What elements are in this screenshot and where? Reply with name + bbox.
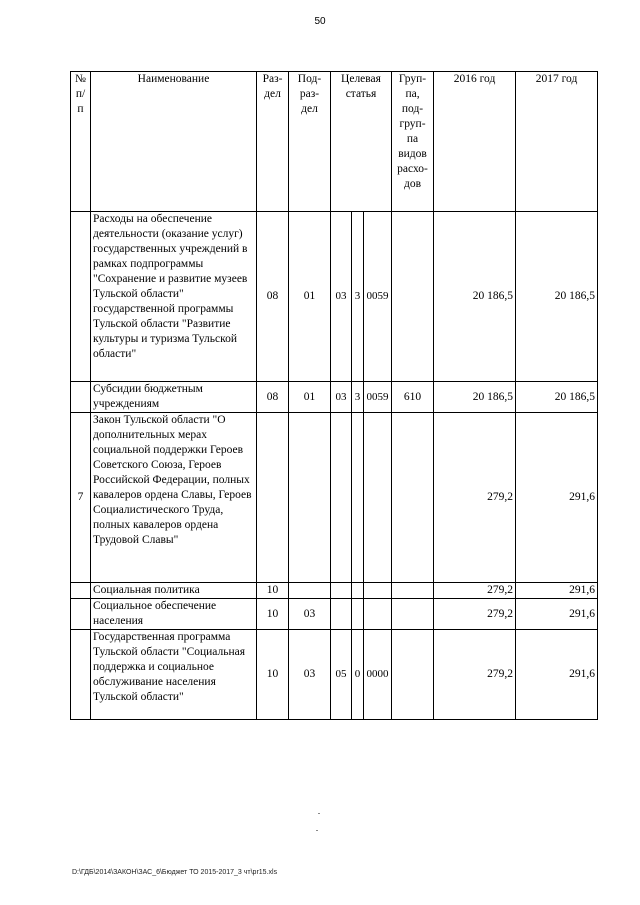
row-2016: 279,2 xyxy=(434,413,516,583)
row-podrazdel: 03 xyxy=(289,630,331,720)
row-target-3 xyxy=(364,599,392,630)
row-name: Закон Тульской области "О дополнительных мерах социальной поддержки Героев Советского Союза, Героев Российской Федерации, полных кавалеров ордена Славы, Героев Социалистического Труда, полных кавалеров ордена Трудовой Славы" xyxy=(91,413,257,583)
row-2016: 20 186,5 xyxy=(434,382,516,413)
row-podrazdel: 01 xyxy=(289,212,331,382)
row-target-3 xyxy=(364,413,392,583)
row-group: 610 xyxy=(392,382,434,413)
row-podrazdel: 01 xyxy=(289,382,331,413)
row-no xyxy=(71,382,91,413)
table-row xyxy=(71,630,598,720)
row-razdel: 10 xyxy=(257,599,289,630)
table-row xyxy=(71,413,598,583)
row-group xyxy=(392,583,434,599)
row-target-3: 0059 xyxy=(364,212,392,382)
row-no xyxy=(71,630,91,720)
row-2016: 279,2 xyxy=(434,630,516,720)
row-razdel xyxy=(257,413,289,583)
row-target-2: 0 xyxy=(352,630,364,720)
row-2017: 291,6 xyxy=(516,630,598,720)
row-2017: 20 186,5 xyxy=(516,212,598,382)
footer-file-path: D:\ГДБ\2014\ЗАКОН\ЗАС_6\Бюджет ТО 2015-2017_3 чт\pr15.xls xyxy=(72,869,278,876)
row-name: Государственная программа Тульской области "Социальная поддержка и социальное обслуживание населения Тульской области" xyxy=(91,630,257,720)
row-target-1: 03 xyxy=(331,382,352,413)
row-2017: 20 186,5 xyxy=(516,382,598,413)
row-target-2 xyxy=(352,599,364,630)
row-name: Социальная политика xyxy=(91,583,257,599)
row-target-1 xyxy=(331,413,352,583)
header-2017: 2017 год xyxy=(516,72,598,212)
row-razdel: 08 xyxy=(257,382,289,413)
row-2017: 291,6 xyxy=(516,599,598,630)
scan-speck xyxy=(316,830,318,831)
row-razdel: 10 xyxy=(257,583,289,599)
row-group xyxy=(392,630,434,720)
row-group xyxy=(392,599,434,630)
row-name: Субсидии бюджетным учреждениям xyxy=(91,382,257,413)
row-2017: 291,6 xyxy=(516,583,598,599)
row-no xyxy=(71,599,91,630)
row-2017: 291,6 xyxy=(516,413,598,583)
row-no: 7 xyxy=(71,413,91,583)
table-row xyxy=(71,599,598,630)
row-podrazdel: 03 xyxy=(289,599,331,630)
header-name: Наименование xyxy=(91,72,257,212)
row-group xyxy=(392,413,434,583)
header-razdel: Раз- дел xyxy=(257,72,289,212)
row-target-1 xyxy=(331,599,352,630)
table-row xyxy=(71,382,598,413)
row-no xyxy=(71,583,91,599)
row-group xyxy=(392,212,434,382)
row-target-3: 0059 xyxy=(364,382,392,413)
row-2016: 279,2 xyxy=(434,583,516,599)
header-podrazdel: Под- раз- дел xyxy=(289,72,331,212)
budget-table xyxy=(70,71,598,720)
row-target-2: 3 xyxy=(352,382,364,413)
row-podrazdel xyxy=(289,413,331,583)
table-row xyxy=(71,212,598,382)
row-2016: 279,2 xyxy=(434,599,516,630)
row-target-3: 0000 xyxy=(364,630,392,720)
header-target: Целевая статья xyxy=(331,72,392,212)
row-2016: 20 186,5 xyxy=(434,212,516,382)
row-target-2 xyxy=(352,583,364,599)
row-target-1: 03 xyxy=(331,212,352,382)
header-group: Груп- па, под- груп- па видов расхо- дов xyxy=(392,72,434,212)
header-2016: 2016 год xyxy=(434,72,516,212)
row-target-1: 05 xyxy=(331,630,352,720)
row-target-3 xyxy=(364,583,392,599)
table-row xyxy=(71,583,598,599)
row-no xyxy=(71,212,91,382)
row-name: Социальное обеспечение населения xyxy=(91,599,257,630)
row-target-2 xyxy=(352,413,364,583)
row-razdel: 08 xyxy=(257,212,289,382)
scan-speck xyxy=(318,813,320,814)
row-name: Расходы на обеспечение деятельности (оказание услуг) государственных учреждений в рамках подпрограммы "Сохранение и развитие музеев Тульской области" государственной программы Тульской области "Развитие культуры и туризма Тульской области" xyxy=(91,212,257,382)
row-razdel: 10 xyxy=(257,630,289,720)
row-target-2: 3 xyxy=(352,212,364,382)
header-no: № п/п xyxy=(71,72,91,212)
row-target-1 xyxy=(331,583,352,599)
table-header-row xyxy=(71,72,598,212)
row-podrazdel xyxy=(289,583,331,599)
page-number: 50 xyxy=(314,16,326,27)
